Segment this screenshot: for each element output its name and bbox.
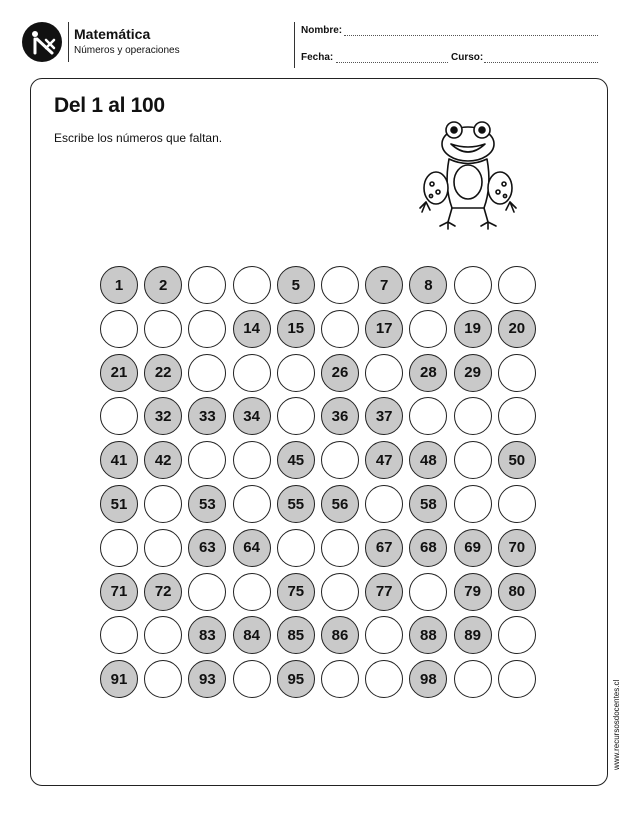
blank-number-circle[interactable]	[144, 529, 182, 567]
blank-number-circle[interactable]	[498, 354, 536, 392]
given-number-circle: 32	[144, 397, 182, 435]
number-grid	[100, 266, 540, 706]
given-number-circle: 63	[188, 529, 226, 567]
given-number-circle: 7	[365, 266, 403, 304]
blank-number-circle[interactable]	[188, 266, 226, 304]
recursos-docentes-logo-icon	[22, 22, 62, 62]
given-number-circle: 48	[409, 441, 447, 479]
website-url: www.recursosdocentes.cl	[612, 679, 621, 770]
blank-number-circle[interactable]	[321, 266, 359, 304]
blank-number-circle[interactable]	[409, 310, 447, 348]
given-number-circle: 80	[498, 573, 536, 611]
given-number-circle: 50	[498, 441, 536, 479]
given-number-circle: 51	[100, 485, 138, 523]
given-number-circle: 71	[100, 573, 138, 611]
given-number-circle: 88	[409, 616, 447, 654]
blank-number-circle[interactable]	[277, 397, 315, 435]
given-number-circle: 47	[365, 441, 403, 479]
given-number-circle: 2	[144, 266, 182, 304]
given-number-circle: 36	[321, 397, 359, 435]
blank-number-circle[interactable]	[321, 573, 359, 611]
blank-number-circle[interactable]	[321, 441, 359, 479]
form-divider	[294, 22, 295, 68]
worksheet-instruction: Escribe los números que faltan.	[54, 131, 223, 145]
given-number-circle: 86	[321, 616, 359, 654]
header-divider	[68, 22, 69, 62]
blank-number-circle[interactable]	[233, 660, 271, 698]
blank-number-circle[interactable]	[321, 310, 359, 348]
blank-number-circle[interactable]	[454, 266, 492, 304]
given-number-circle: 68	[409, 529, 447, 567]
blank-number-circle[interactable]	[233, 266, 271, 304]
given-number-circle: 15	[277, 310, 315, 348]
given-number-circle: 1	[100, 266, 138, 304]
given-number-circle: 42	[144, 441, 182, 479]
blank-number-circle[interactable]	[498, 266, 536, 304]
given-number-circle: 83	[188, 616, 226, 654]
given-number-circle: 14	[233, 310, 271, 348]
course-field[interactable]	[484, 62, 598, 63]
blank-number-circle[interactable]	[365, 354, 403, 392]
given-number-circle: 55	[277, 485, 315, 523]
blank-number-circle[interactable]	[233, 441, 271, 479]
given-number-circle: 41	[100, 441, 138, 479]
blank-number-circle[interactable]	[144, 310, 182, 348]
blank-number-circle[interactable]	[365, 616, 403, 654]
blank-number-circle[interactable]	[188, 354, 226, 392]
given-number-circle: 29	[454, 354, 492, 392]
given-number-circle: 37	[365, 397, 403, 435]
blank-number-circle[interactable]	[321, 660, 359, 698]
given-number-circle: 5	[277, 266, 315, 304]
blank-number-circle[interactable]	[277, 354, 315, 392]
given-number-circle: 33	[188, 397, 226, 435]
given-number-circle: 19	[454, 310, 492, 348]
given-number-circle: 77	[365, 573, 403, 611]
blank-number-circle[interactable]	[188, 310, 226, 348]
given-number-circle: 17	[365, 310, 403, 348]
subject-title: Matemática	[74, 26, 151, 42]
blank-number-circle[interactable]	[409, 397, 447, 435]
blank-number-circle[interactable]	[233, 573, 271, 611]
blank-number-circle[interactable]	[409, 573, 447, 611]
blank-number-circle[interactable]	[188, 441, 226, 479]
given-number-circle: 72	[144, 573, 182, 611]
blank-number-circle[interactable]	[100, 616, 138, 654]
blank-number-circle[interactable]	[100, 310, 138, 348]
given-number-circle: 28	[409, 354, 447, 392]
given-number-circle: 79	[454, 573, 492, 611]
blank-number-circle[interactable]	[454, 441, 492, 479]
blank-number-circle[interactable]	[498, 616, 536, 654]
blank-number-circle[interactable]	[321, 529, 359, 567]
given-number-circle: 91	[100, 660, 138, 698]
date-field[interactable]	[336, 62, 448, 63]
blank-number-circle[interactable]	[144, 660, 182, 698]
given-number-circle: 93	[188, 660, 226, 698]
subject-subtitle: Números y operaciones	[74, 45, 180, 56]
given-number-circle: 95	[277, 660, 315, 698]
name-field[interactable]	[344, 35, 598, 36]
given-number-circle: 67	[365, 529, 403, 567]
blank-number-circle[interactable]	[454, 397, 492, 435]
given-number-circle: 53	[188, 485, 226, 523]
given-number-circle: 69	[454, 529, 492, 567]
given-number-circle: 22	[144, 354, 182, 392]
given-number-circle: 64	[233, 529, 271, 567]
blank-number-circle[interactable]	[498, 485, 536, 523]
blank-number-circle[interactable]	[454, 485, 492, 523]
name-label: Nombre:	[301, 25, 343, 36]
blank-number-circle[interactable]	[498, 397, 536, 435]
blank-number-circle[interactable]	[454, 660, 492, 698]
blank-number-circle[interactable]	[144, 616, 182, 654]
given-number-circle: 20	[498, 310, 536, 348]
date-label: Fecha:	[301, 52, 334, 63]
blank-number-circle[interactable]	[365, 485, 403, 523]
given-number-circle: 26	[321, 354, 359, 392]
blank-number-circle[interactable]	[233, 485, 271, 523]
frog-icon	[418, 118, 518, 235]
blank-number-circle[interactable]	[100, 397, 138, 435]
blank-number-circle[interactable]	[188, 573, 226, 611]
blank-number-circle[interactable]	[100, 529, 138, 567]
given-number-circle: 8	[409, 266, 447, 304]
course-label: Curso:	[451, 52, 484, 63]
given-number-circle: 89	[454, 616, 492, 654]
given-number-circle: 58	[409, 485, 447, 523]
given-number-circle: 34	[233, 397, 271, 435]
blank-number-circle[interactable]	[233, 354, 271, 392]
worksheet-title: Del 1 al 100	[54, 94, 165, 117]
given-number-circle: 45	[277, 441, 315, 479]
blank-number-circle[interactable]	[277, 529, 315, 567]
blank-number-circle[interactable]	[144, 485, 182, 523]
given-number-circle: 84	[233, 616, 271, 654]
given-number-circle: 98	[409, 660, 447, 698]
given-number-circle: 21	[100, 354, 138, 392]
blank-number-circle[interactable]	[498, 660, 536, 698]
given-number-circle: 56	[321, 485, 359, 523]
given-number-circle: 70	[498, 529, 536, 567]
given-number-circle: 85	[277, 616, 315, 654]
given-number-circle: 75	[277, 573, 315, 611]
blank-number-circle[interactable]	[365, 660, 403, 698]
